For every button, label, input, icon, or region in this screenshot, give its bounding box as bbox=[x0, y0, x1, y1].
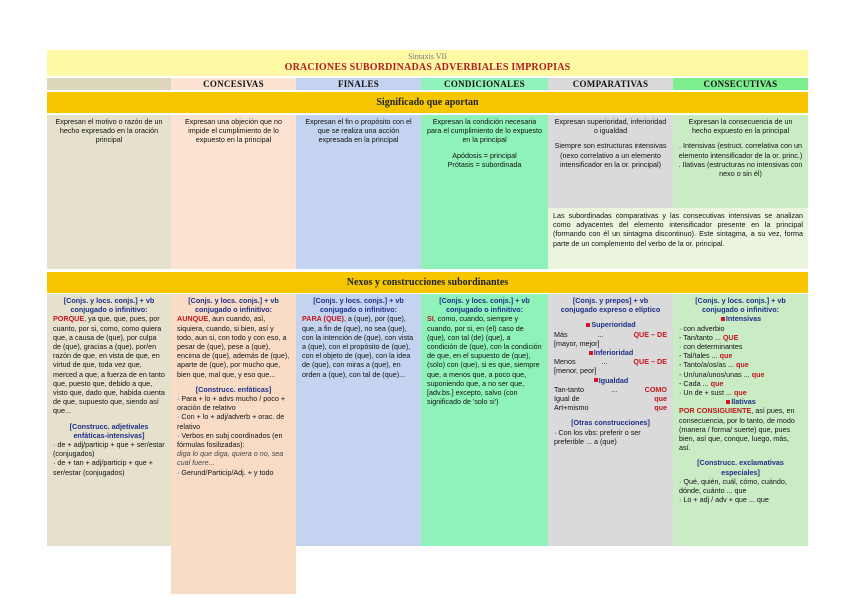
nexos-concesivas-head: [Conjs. y locs. conjs.] + vb conjugado o infinitivo: bbox=[188, 296, 279, 315]
section-significado: Significado que aportan bbox=[47, 92, 808, 113]
nexos-finales bbox=[296, 294, 421, 546]
nexos-finales-head: [Conjs. y locs. conjs.] + vb conjugado o infinitivo: bbox=[313, 296, 404, 315]
otras-construcciones-text: · Con los vbs: preferir o ser preferible ... a (que) bbox=[554, 427, 641, 446]
menor-peor: [menor, peor] bbox=[554, 366, 597, 376]
nexos-consecutivas bbox=[673, 294, 808, 546]
meaning-comparativas-text: Expresan superioridad, inferioridad o igualdad bbox=[554, 117, 667, 136]
nexo-si: SI bbox=[427, 314, 434, 324]
apodosis-text: Apódosis = principal bbox=[452, 150, 517, 160]
header-concesivas: CONCESIVAS bbox=[171, 78, 296, 90]
nexos-concesivas bbox=[171, 294, 296, 594]
consec-line: · con adverbio bbox=[679, 323, 725, 333]
nexos-consecutivas-head2: [Construcc. exclamativas especiales] bbox=[697, 458, 784, 477]
consec-line: · con determinantes bbox=[679, 342, 743, 352]
nexos-comparativas bbox=[548, 294, 673, 546]
nexo-para-que: PARA (QUE) bbox=[302, 314, 344, 324]
doc-title: ORACIONES SUBORDINADAS ADVERBIALES IMPROPIAS bbox=[284, 62, 571, 73]
dots: ... bbox=[601, 357, 608, 367]
nexos-consecutivas-head: [Conjs. y locs. conjs.] + vb conjugado o infinitivo: bbox=[695, 296, 786, 315]
meaning-comparativas bbox=[548, 115, 673, 208]
nexos-condicionales bbox=[421, 294, 548, 546]
nexos-causales-head2: [Construcc. adjetivales enfáticas-intensivas] bbox=[69, 421, 149, 440]
nexo-porque: PORQUE bbox=[53, 314, 85, 324]
label-superioridad: Superioridad bbox=[591, 320, 636, 330]
nexos-comparativas-head: [Conjs. y prepos] + vb conjugado expreso o elíptico bbox=[560, 296, 661, 315]
header-consecutivas: CONSECUTIVAS bbox=[673, 78, 808, 90]
header-finales: FINALES bbox=[296, 78, 421, 90]
nexo-igual-de: Igual de bbox=[554, 394, 580, 404]
nexos-causales-list: , ya que, que, pues, por cuanto, por si, como, como quiera que, a causa de (que), por culpa de (que), gracias a (que), por/en razón de que, en vista de que, en virtud de que, toda vez que, merced a que, a fuerza de en tanto que, puesto que, debido a que, visto que, dado que, habida cuenta de que, supuesto que, siendo así que... bbox=[53, 314, 165, 416]
consec-excl-line: · Qué, quién, cuál, cómo, cuándo, dónde, cuánto ... que bbox=[679, 476, 787, 496]
meaning-concesivas bbox=[171, 115, 296, 269]
header-condicionales: CONDICIONALES bbox=[421, 78, 548, 90]
header-comparativas: COMPARATIVAS bbox=[548, 78, 673, 90]
shared-note-text: Las subordinadas comparativas y las consecutivas intensivas se analizan como adyacentes del elemento intensificador presente en la principal (formando con él un sintagma discontinuo). Este sintagma, a su vez, forma parte de un complemento del verbo de la or. principal. bbox=[553, 211, 803, 248]
nexos-condicionales-list: , como, cuando, siempre y cuando, por si, en (el) caso de (que), con tal (de) (que), a condición de (que), con la condición de que, en el supuesto de (que), (solo) con (que), si es que, siempre que, a menos que, a poco que, suponiendo que, a no ser que, [adv.bs.] excepto, salvo (con significado de 'solo si') bbox=[427, 314, 542, 407]
nexo-que-de: QUE – DE bbox=[633, 329, 667, 339]
label-inferioridad: Inferioridad bbox=[593, 348, 634, 358]
bullet-icon bbox=[594, 378, 598, 382]
meaning-causales-text: Expresan el motivo o razón de un hecho expresado en la oración principal bbox=[55, 117, 163, 145]
title-band bbox=[47, 50, 808, 76]
nexos-causales-head: [Conjs. y locs. conjs.] + vb conjugado o infinitivo: bbox=[63, 296, 155, 315]
nexos-concesivas-line: · Con + lo + adj/adverb + orac. de relativo bbox=[177, 412, 285, 431]
meaning-causales bbox=[47, 115, 171, 269]
nexo-aunque: AUNQUE bbox=[177, 314, 209, 324]
nexo-por-consiguiente: POR CONSIGUIENTE bbox=[679, 406, 752, 416]
nexos-concesivas-line: · Verbos en subj coordinados (en fórmulas fosilizadas): bbox=[177, 430, 283, 450]
nexo-que: que bbox=[654, 394, 667, 404]
section-nexos: Nexos y construcciones subordinantes bbox=[47, 272, 808, 293]
consec-line: · Un de + sust ... bbox=[679, 388, 732, 398]
label-igualdad: Igualdad bbox=[598, 375, 629, 385]
bullet-icon bbox=[586, 323, 590, 327]
nexos-concesivas-line: · Para + lo + advs mucho / poco + oración de relativo bbox=[177, 394, 286, 413]
nexo-que-de: QUE – DE bbox=[633, 357, 667, 367]
nexos-concesivas-head2: [Construcc. enfáticas] bbox=[195, 384, 272, 394]
nexos-concesivas-example: diga lo que diga, quiera o no, sea cual fuere... bbox=[177, 449, 284, 468]
dots: ... bbox=[611, 384, 618, 394]
otras-construcciones-head: [Otras construcciones] bbox=[571, 418, 650, 428]
nexos-consecutivas-list: , así pues, en consecuencia, por lo tanto, de modo (manera / forma/ suerte) que, pues bien, así que, conque, luego, más, así. bbox=[679, 406, 795, 453]
consec-line: - Tanto/a/os/as ... bbox=[679, 360, 734, 370]
consec-line: - Tan/tanto ... bbox=[679, 332, 721, 342]
nexo-que: que bbox=[751, 369, 765, 379]
mayor-mejor: [mayor, mejor] bbox=[554, 338, 600, 348]
nexo-mas: Más bbox=[554, 329, 568, 339]
meaning-shared-note bbox=[548, 208, 808, 269]
nexos-concesivas-line: · Gerund/Particip/Adj. + y todo bbox=[177, 467, 274, 477]
bullet-icon bbox=[589, 351, 593, 355]
meaning-consecutivas-ilativas: . Ilativas (estructuras no intensivas con nexo o sin él) bbox=[678, 159, 803, 179]
nexos-concesivas-list: , aun cuando, así, siquiera, cuando, si bien, así y todo, aun si, con todo y con eso, a pesar de (que), pese a (que), encima de (que), además de (que), aparte de (que), por mucho que, bien que, mal que, y eso que... bbox=[177, 314, 290, 379]
nexo-que: que bbox=[719, 351, 733, 361]
header-causales bbox=[47, 78, 171, 90]
nexo-que: que bbox=[736, 360, 749, 370]
nexo-que: que bbox=[733, 388, 747, 398]
consec-line: - Cada ... bbox=[679, 378, 709, 388]
nexos-condicionales-head: [Conjs. y locs. conjs.] + vb conjugado o infinitivo: bbox=[439, 296, 530, 315]
meaning-finales bbox=[296, 115, 421, 269]
nexo-art-mismo: Art+mismo bbox=[554, 403, 589, 413]
meaning-condicionales bbox=[421, 115, 548, 269]
label-intensivas: Intensivas bbox=[725, 314, 762, 324]
meaning-finales-text: Expresan el fin o propósito con el que se realiza una acción expresada en la principal bbox=[305, 117, 412, 145]
consec-excl-line: · Lo + adj / adv + que ... que bbox=[679, 495, 769, 505]
syntax-table bbox=[47, 50, 808, 546]
nexos-finales-list: , a (que), por (que), que, a fin de (que), no sea (que), con la intención de (que), con vista a (que), con el propósito de (que), con el objeto de (que), con la idea de (que), con miras a (que), en orden a (que), con tal de (que)... bbox=[302, 314, 414, 379]
meaning-concesivas-text: Expresan una objeción que no impide el cumplimiento de lo expuesto en la principal bbox=[184, 117, 283, 145]
meaning-consecutivas-text: Expresan la consecuencia de un hecho expuesto en la principal bbox=[688, 117, 793, 136]
nexo-tan-tanto: Tan-tanto bbox=[554, 384, 584, 394]
meaning-condicionales-text: Expresan la condición necesaria para el cumplimiento de lo expuesto en la principal bbox=[426, 117, 543, 145]
bullet-icon bbox=[726, 400, 730, 404]
meaning-consecutivas-intensivas: . Intensivas (estruct. correlativa con un elemento intensificador de la or. princ.) bbox=[678, 141, 803, 160]
doc-subtitle: Sintaxis VII bbox=[408, 52, 447, 61]
label-ilativas: Ilativas bbox=[731, 397, 756, 407]
nexos-causales bbox=[47, 294, 171, 546]
consec-line: - Un/una/unos/unas ... bbox=[679, 369, 750, 379]
protasis-text: Prótasis = subordinada bbox=[447, 159, 522, 169]
nexo-que: QUE bbox=[722, 332, 739, 342]
nexo-que: que bbox=[654, 403, 667, 413]
consec-line: - Tal/tales ... bbox=[679, 351, 718, 361]
meaning-comparativas-note: Siempre son estructuras intensivas (nexo correlativo a un elemento intensificador en la or. principal) bbox=[554, 141, 667, 169]
nexos-causales-line: · de + tan + adj/particip + que + ser/estar (conjugados) bbox=[53, 458, 153, 477]
nexos-causales-line: · de + adj/particip + que + ser/estar (conjugados) bbox=[53, 440, 165, 459]
dots: ... bbox=[597, 329, 604, 339]
meaning-consecutivas bbox=[673, 115, 808, 208]
nexo-que: que bbox=[710, 378, 724, 388]
bullet-icon bbox=[721, 317, 725, 321]
nexo-como: COMO bbox=[644, 384, 667, 394]
nexo-menos: Menos bbox=[554, 357, 576, 367]
